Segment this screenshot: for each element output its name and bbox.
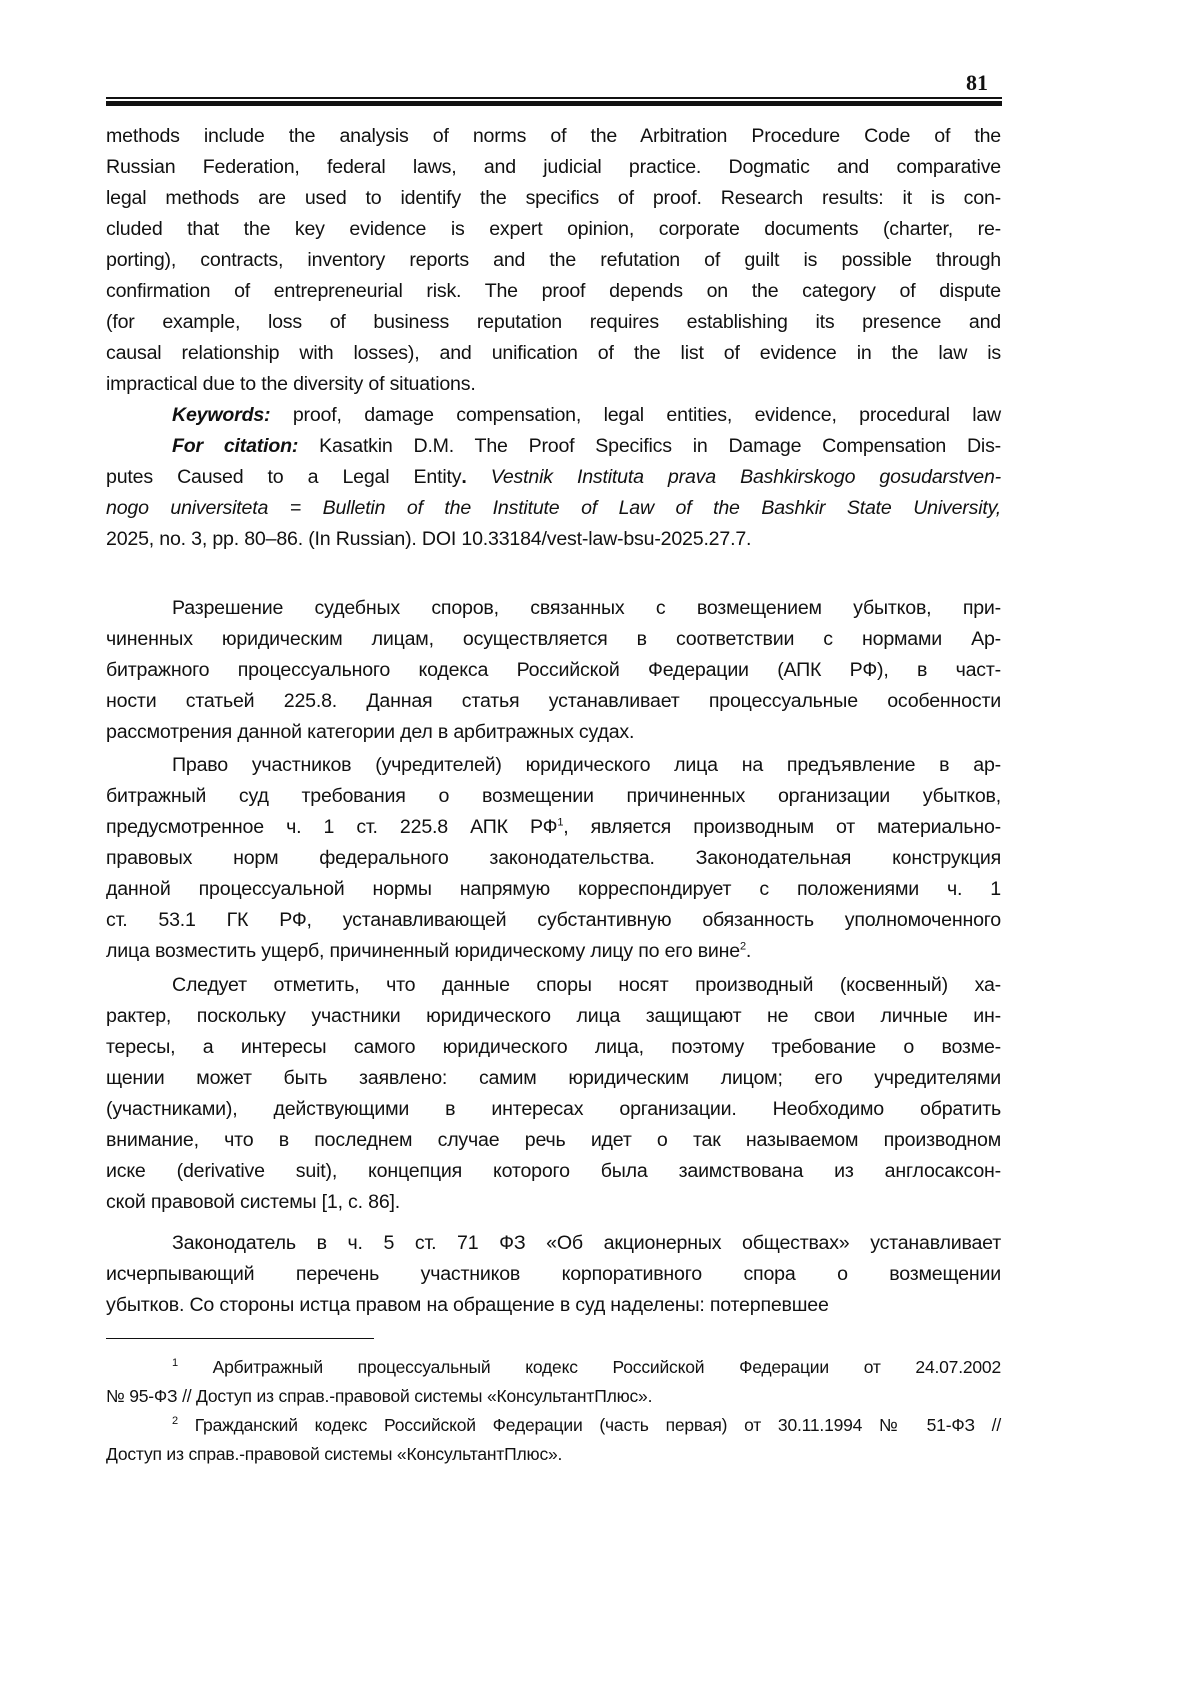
text-line: Законодатель в ч. 5 ст. 71 ФЗ «Об акционерных обществах» устанавливает (172, 1232, 1001, 1254)
text-line: Следует отметить, что данные споры носят производный (косвенный) ха- (172, 974, 1001, 996)
text-line: cluded that the key evidence is expert opinion, corporate documents (charter, re- (106, 218, 1001, 240)
paragraph-4 (106, 1228, 1001, 1321)
keywords-line: Keywords: proof, damage compensation, legal entities, evidence, procedural law (172, 404, 1001, 426)
text-line: битражного процессуального кодекса Российской Федерации (АПК РФ), в част- (106, 659, 1001, 681)
text-line: Разрешение судебных споров, связанных с возмещением убытков, при- (172, 597, 1001, 619)
text-line: ности статьей 225.8. Данная статья устанавливает процессуальные особенности (106, 690, 1001, 712)
text-line: чиненных юридическим лицам, осуществляется в соответствии с нормами Ар- (106, 628, 1001, 650)
citation-line: For citation: Kasatkin D.M. The Proof Specifics in Damage Compensation Dis- (172, 435, 1001, 457)
paragraph-1 (106, 593, 1001, 748)
text-line: Russian Federation, federal laws, and judicial practice. Dogmatic and comparative (106, 156, 1001, 178)
footnote-1: $^1$ Арбитражный процессуальный кодекс Российской Федерации от 24.07.2002 (172, 1357, 1001, 1377)
footnote-line: Доступ из справ.-правовой системы «КонсультантПлюс». (106, 1444, 563, 1464)
text-line: (участниками), действующими в интересах организации. Необходимо обратить (106, 1098, 1001, 1120)
text-line: confirmation of entrepreneurial risk. The proof depends on the category of dispute (106, 280, 1001, 302)
footnote-number: 2 (172, 1415, 178, 1428)
text-line: внимание, что в последнем случае речь идет о так называемом производном (106, 1129, 1001, 1151)
page-number: 81 (966, 70, 988, 95)
keywords-citation: Keywords: proof, damage compensation, legal entities, evidence, procedural law For citation: Kasatkin D.M. The Proof Specifics in Damage Compensation Dis- putes Caused to a Legal Entity. Vestnik Instituta prava Bashkirskogo gosudarstven- nogo universiteta = Bulletin of the Institute of Law of the Bashkir State University, 2025, no. 3, pp. 80–86. (In Russian). DOI 10.33184/vest-law-bsu-2025.27.7. (106, 400, 1001, 555)
paragraph-3 (106, 970, 1001, 1218)
footnote-2: $^2$ Гражданский кодекс Российской Федерации (часть первая) от 30.11.1994 № 51-ФЗ // (172, 1415, 1001, 1435)
header-rule-thick (106, 101, 1002, 106)
footnote-ref-1[interactable]: 1 (557, 816, 564, 829)
text-line: щении может быть заявлено: самим юридическим лицом; его учредителями (106, 1067, 1001, 1089)
text-line: porting), contracts, inventory reports and the refutation of guilt is possible through (106, 249, 1001, 271)
text-line: исчерпывающий перечень участников корпоративного спора о возмещении (106, 1263, 1001, 1285)
text-line: legal methods are used to identify the specifics of proof. Research results: it is con- (106, 187, 1001, 209)
text-line: рактер, поскольку участники юридического лица защищают не свои личные ин- (106, 1005, 1001, 1027)
abstract (106, 121, 1001, 400)
text-line: иске (derivative suit), концепция которого была заимствована из англосаксон- (106, 1160, 1001, 1182)
paragraph-2: Право участников (учредителей) юридического лица на предъявление в ар- битражный суд требования о возмещении причиненных организации убытков, предусмотренное ч. 1 ст. 225.8 АПК $РФ^1$, является производным от материально- правовых норм федерального законодательства. Законодательная конструкция данной процессуальной нормы напрямую корреспондирует с положениями ч. 1 ст. 53.1 ГК РФ, устанавливающей субстантивную обязанность уполномоченного лица возместить ущерб, причиненный юридическому лицу по его вине$^2$. (106, 754, 1001, 962)
text-line: impractical due to the diversity of situations. (106, 373, 476, 395)
text-line: methods include the analysis of norms of the Arbitration Procedure Code of the (106, 125, 1001, 147)
footnote-ref-2[interactable]: 2 (740, 940, 746, 953)
text-line: causal relationship with losses), and unification of the list of evidence in the law is (106, 342, 1001, 364)
footnote-number: 1 (172, 1357, 178, 1370)
text-line: (for example, loss of business reputation requires establishing its presence and (106, 311, 1001, 333)
footnotes (106, 1353, 1001, 1469)
header-rule-thin (106, 97, 1002, 99)
footnote-separator (106, 1338, 374, 1339)
footnote-line: № 95-ФЗ // Доступ из справ.-правовой системы «КонсультантПлюс». (106, 1386, 653, 1406)
text-line: тересы, а интересы самого юридического лица, поэтому требование о возме- (106, 1036, 1001, 1058)
text-line: ской правовой системы [1, с. 86]. (106, 1191, 401, 1213)
text-line: убытков. Со стороны истца правом на обращение в суд наделены: потерпевшее (106, 1294, 829, 1316)
text-line: рассмотрения данной категории дел в арбитражных судах. (106, 721, 635, 743)
